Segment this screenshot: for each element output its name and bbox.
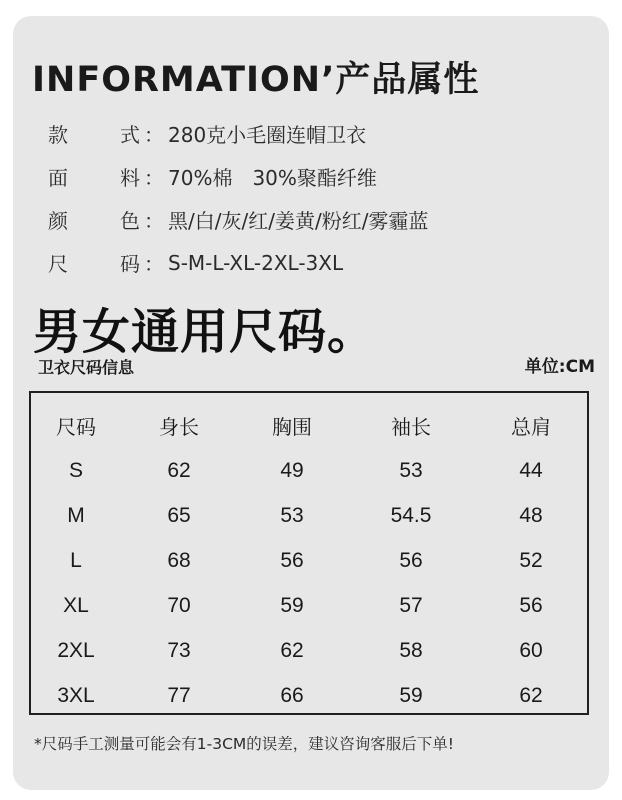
- attr-colon: ：: [144, 166, 164, 190]
- table-cell: 66: [280, 683, 304, 707]
- attr-key-char: 式: [120, 123, 140, 147]
- measurement-note: *尺码手工测量可能会有1-3CM的误差，建议咨询客服后下单!: [34, 735, 454, 753]
- table-cell: 56: [399, 548, 423, 572]
- table-cell: 65: [167, 503, 191, 527]
- table-cell: 44: [519, 458, 543, 482]
- size-table-frame: [29, 391, 589, 715]
- table-row: [31, 583, 587, 628]
- table-cell: 52: [519, 548, 543, 572]
- attr-value-size: S-M-L-XL-2XL-3XL: [168, 250, 344, 275]
- table-row: [31, 628, 587, 673]
- header-sleeve: 袖长: [391, 415, 431, 439]
- table-cell: 62: [280, 638, 304, 662]
- table-cell: 2XL: [57, 638, 95, 662]
- table-row: [31, 493, 587, 538]
- attr-row-style: [48, 112, 588, 155]
- table-cell: 59: [280, 593, 304, 617]
- attr-key-char: 颜: [48, 209, 68, 233]
- table-cell: 70: [167, 593, 191, 617]
- page-title: INFORMATION’产品属性: [32, 60, 480, 100]
- table-cell: 48: [519, 503, 543, 527]
- attr-key-char: 码: [120, 252, 140, 276]
- attr-key-char: 面: [48, 166, 68, 190]
- table-cell: 53: [399, 458, 423, 482]
- attr-value-style: 280克小毛圈连帽卫衣: [168, 123, 367, 147]
- attr-colon: ：: [144, 209, 164, 233]
- table-cell: 73: [167, 638, 191, 662]
- table-cell: 57: [399, 593, 423, 617]
- table-cell: 56: [280, 548, 304, 572]
- unit-label: 单位:CM: [524, 357, 595, 377]
- attr-key: [48, 248, 144, 277]
- headline: 男女通用尺码。: [33, 304, 377, 360]
- attr-colon: ：: [144, 123, 164, 147]
- table-cell: 60: [519, 638, 543, 662]
- table-cell: 62: [167, 458, 191, 482]
- table-cell: 58: [399, 638, 423, 662]
- table-cell: 62: [519, 683, 543, 707]
- header-shoulder: 总肩: [511, 415, 551, 439]
- attr-key-char: 色: [120, 209, 140, 233]
- table-cell: M: [67, 503, 85, 527]
- attr-colon: ：: [144, 252, 164, 276]
- table-cell: 68: [167, 548, 191, 572]
- table-row: [31, 538, 587, 583]
- table-cell: 54.5: [390, 503, 432, 527]
- attr-key: [48, 205, 144, 234]
- table-cell: 56: [519, 593, 543, 617]
- table-cell: 53: [280, 503, 304, 527]
- table-cell: L: [70, 548, 82, 572]
- attr-value-color: 黑/白/灰/红/姜黄/粉红/雾霾蓝: [168, 209, 429, 233]
- table-cell: 77: [167, 683, 191, 707]
- table-header-row: [31, 403, 587, 448]
- table-cell: XL: [63, 593, 89, 617]
- table-title: 卫衣尺码信息: [38, 358, 135, 377]
- header-chest: 胸围: [272, 415, 312, 439]
- attr-row-fabric: [48, 155, 588, 198]
- attr-row-size: [48, 241, 588, 284]
- attr-key-char: 料: [120, 166, 140, 190]
- attr-key-char: 款: [48, 123, 68, 147]
- product-attributes: [48, 112, 588, 284]
- table-cell: S: [68, 458, 83, 482]
- size-table: [31, 403, 587, 718]
- attr-value-fabric: 70%棉 30%聚酯纤维: [168, 166, 377, 190]
- table-cell: 49: [280, 458, 304, 482]
- attr-key-char: 尺: [48, 252, 68, 276]
- attr-key: [48, 119, 144, 148]
- header-length: 身长: [159, 415, 199, 439]
- attr-key: [48, 162, 144, 191]
- table-cell: 3XL: [57, 683, 95, 707]
- header-size: 尺码: [56, 415, 96, 439]
- table-cell: 59: [399, 683, 423, 707]
- table-row: [31, 673, 587, 718]
- table-row: [31, 448, 587, 493]
- attr-row-color: [48, 198, 588, 241]
